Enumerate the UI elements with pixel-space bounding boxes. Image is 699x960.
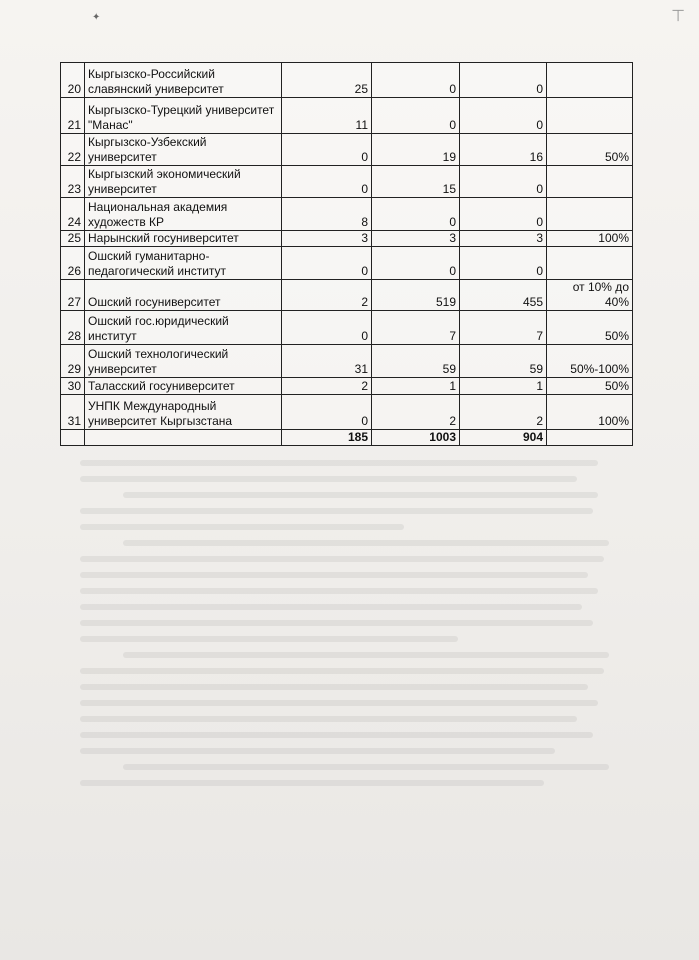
university-name: УНПК Международный университет Кыргызстана — [85, 395, 282, 430]
row-number: 28 — [61, 311, 85, 345]
totals-label — [85, 430, 282, 446]
value-col-2: 7 — [372, 311, 460, 345]
value-col-3: 59 — [460, 345, 547, 378]
table-row — [61, 98, 633, 134]
table-row — [61, 166, 633, 198]
value-col-4: 100% — [547, 395, 633, 430]
value-col-3: 0 — [460, 63, 547, 98]
value-col-3: 7 — [460, 311, 547, 345]
value-col-4: 100% — [547, 231, 633, 247]
table-row — [61, 378, 633, 395]
scan-dot-mark: ✦ — [92, 12, 101, 23]
value-col-2: 1 — [372, 378, 460, 395]
row-number: 22 — [61, 134, 85, 166]
university-name: Таласский госуниверситет — [85, 378, 282, 395]
value-col-2: 2 — [372, 395, 460, 430]
value-col-3: 0 — [460, 166, 547, 198]
value-col-4 — [547, 63, 633, 98]
universities-table — [60, 62, 633, 446]
table-row — [61, 198, 633, 231]
university-name: Нарынский госуниверситет — [85, 231, 282, 247]
row-number: 25 — [61, 231, 85, 247]
value-col-2: 0 — [372, 63, 460, 98]
value-col-4: 50% — [547, 311, 633, 345]
table-row — [61, 231, 633, 247]
value-col-1: 0 — [282, 395, 372, 430]
value-col-3: 455 — [460, 280, 547, 311]
row-number: 29 — [61, 345, 85, 378]
university-name: Ошский технологический университет — [85, 345, 282, 378]
value-col-1: 0 — [282, 166, 372, 198]
value-col-2: 3 — [372, 231, 460, 247]
value-col-4: 50% — [547, 134, 633, 166]
table-row — [61, 63, 633, 98]
row-number: 30 — [61, 378, 85, 395]
value-col-4: 50%-100% — [547, 345, 633, 378]
row-number: 31 — [61, 395, 85, 430]
table-row — [61, 345, 633, 378]
value-col-4 — [547, 247, 633, 280]
value-col-3: 0 — [460, 98, 547, 134]
value-col-1: 0 — [282, 247, 372, 280]
value-col-3: 1 — [460, 378, 547, 395]
value-col-1: 31 — [282, 345, 372, 378]
value-col-2: 0 — [372, 198, 460, 231]
university-name: Кыргызско-Узбекский университет — [85, 134, 282, 166]
value-col-3: 3 — [460, 231, 547, 247]
value-col-2: 59 — [372, 345, 460, 378]
value-col-4: 50% — [547, 378, 633, 395]
value-col-4 — [547, 198, 633, 231]
value-col-1: 11 — [282, 98, 372, 134]
value-col-1: 25 — [282, 63, 372, 98]
totals-number — [61, 430, 85, 446]
table-row — [61, 280, 633, 311]
row-number: 27 — [61, 280, 85, 311]
total-col-3: 904 — [460, 430, 547, 446]
total-col-1: 185 — [282, 430, 372, 446]
row-number: 21 — [61, 98, 85, 134]
value-col-1: 3 — [282, 231, 372, 247]
value-col-2: 519 — [372, 280, 460, 311]
value-col-4 — [547, 98, 633, 134]
university-name: Кыргызско-Турецкий университет "Манас" — [85, 98, 282, 134]
table-row — [61, 395, 633, 430]
university-name: Ошский госуниверситет — [85, 280, 282, 311]
table-row — [61, 311, 633, 345]
value-col-3: 16 — [460, 134, 547, 166]
totals-row — [61, 430, 633, 446]
table-row — [61, 134, 633, 166]
value-col-2: 0 — [372, 98, 460, 134]
row-number: 23 — [61, 166, 85, 198]
row-number: 20 — [61, 63, 85, 98]
value-col-1: 0 — [282, 311, 372, 345]
university-name: Кыргызский экономический университет — [85, 166, 282, 198]
row-number: 24 — [61, 198, 85, 231]
value-col-1: 2 — [282, 280, 372, 311]
value-col-4 — [547, 166, 633, 198]
faded-backside-text — [80, 450, 620, 796]
total-col-4 — [547, 430, 633, 446]
value-col-2: 15 — [372, 166, 460, 198]
value-col-3: 2 — [460, 395, 547, 430]
value-col-3: 0 — [460, 247, 547, 280]
page-corner-mark: ⊤ — [671, 6, 685, 25]
value-col-2: 0 — [372, 247, 460, 280]
total-col-2: 1003 — [372, 430, 460, 446]
university-name: Ошский гуманитарно-педагогический институт — [85, 247, 282, 280]
university-name: Кыргызско-Российский славянский университет — [85, 63, 282, 98]
value-col-1: 8 — [282, 198, 372, 231]
university-name: Национальная академия художеств КР — [85, 198, 282, 231]
table-row — [61, 247, 633, 280]
value-col-3: 0 — [460, 198, 547, 231]
value-col-1: 0 — [282, 134, 372, 166]
value-col-1: 2 — [282, 378, 372, 395]
value-col-2: 19 — [372, 134, 460, 166]
value-col-4: от 10% до 40% — [547, 280, 633, 311]
row-number: 26 — [61, 247, 85, 280]
university-name: Ошский гос.юридический институт — [85, 311, 282, 345]
